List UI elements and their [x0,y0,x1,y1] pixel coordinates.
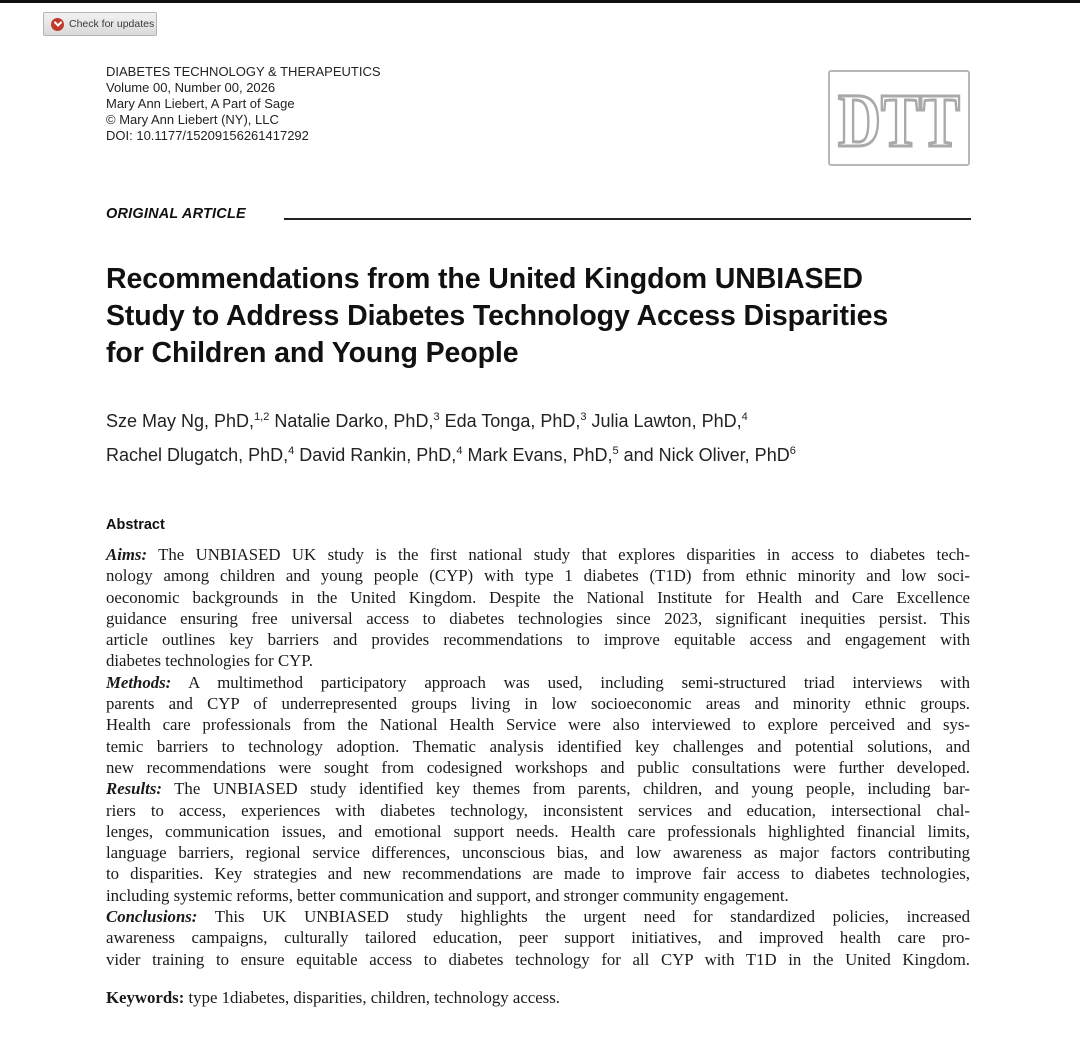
aims-label: Aims: [106,545,148,564]
article-title [106,261,976,372]
affiliation-marker: 4 [288,445,295,457]
affiliation-marker: 3 [580,411,587,423]
methods-label: Methods: [106,672,172,692]
results-label: Results: [106,779,162,799]
journal-copyright: © Mary Ann Liebert (NY), LLC [106,112,279,127]
abstract-line: riers to access, experiences with diabetes technology, inconsistent services and education, intersectional chal- [106,800,970,820]
abstract-heading: Abstract [106,517,165,533]
keywords [106,988,560,1008]
abstract-line: Aims: The UNBIASED UK study is the first national study that explores disparities in access to diabetes tech- [106,545,970,564]
title-line: Study to Address Diabetes Technology Access Disparities [106,300,889,332]
journal-name: DIABETES TECHNOLOGY & THERAPEUTICS [106,64,381,79]
abstract-line: parents and CYP of underrepresented groups living in low socioeconomic areas and minority ethnic groups. [106,694,970,714]
author: David Rankin, PhD,$^4$ [299,445,463,465]
journal-logo [828,70,970,166]
title-line: for Children and Young People [106,337,519,369]
author: and Nick Oliver, PhD$^6$ [623,445,796,465]
abstract-line: including systemic reforms, better communication and support, and stronger community engagement. [106,885,789,905]
title-line: Recommendations from the United Kingdom UNBIASED [106,263,863,295]
check-updates-icon [51,18,64,31]
abstract-line: guidance ensuring free universal access to diabetes technologies since 2023, significant inequities persist. This [106,608,970,628]
author: Mark Evans, PhD,$^5$ [467,445,619,465]
abstract-line: Results: The UNBIASED study identified key themes from parents, children, and young people, including bar- [106,779,970,799]
affiliation-marker: 5 [612,445,619,457]
check-for-updates-label: Check for updates [69,18,155,30]
abstract-line: vider training to ensure equitable access to diabetes technology for all CYP with T1D in the United Kingdom. [106,949,970,969]
section-divider [284,218,971,220]
abstract-line: awareness campaigns, culturally tailored education, peer support initiatives, and improved health care pro- [106,928,970,948]
article-type-label: ORIGINAL ARTICLE [106,206,246,222]
abstract-line: Health care professionals from the National Health Service were also interviewed to explore perceived and sys- [106,715,970,735]
keywords-label: Keywords: [106,988,185,1007]
affiliation-marker: 3 [433,411,440,423]
author: Eda Tonga, PhD,$^3$ [444,411,587,431]
abstract-line: oeconomic backgrounds in the United Kingdom. Despite the National Institute for Health and Care Excellence [106,587,970,607]
abstract-line: Methods: A multimethod participatory approach was used, including semi-structured triad interviews with [106,672,970,692]
author: Natalie Darko, PhD,$^3$ [274,411,440,431]
journal-volume: Volume 00, Number 00, 2026 [106,80,276,95]
abstract-body [106,544,970,970]
journal-info [106,64,381,144]
abstract-line: lenges, communication issues, and emotional support needs. Health care professionals highlighted financial limits, [106,821,970,841]
abstract-line: to disparities. Key strategies and new recommendations are made to improve fair access to diabetes technologies, [106,864,970,884]
author-list [106,404,976,472]
abstract-line: temic barriers to technology adoption. Thematic analysis identified key challenges and potential solutions, and [106,736,970,756]
top-rule [0,0,1080,3]
author: Julia Lawton, PhD,$^4$ [591,411,748,431]
keywords-text: type 1diabetes, disparities, children, technology access. [188,988,560,1007]
affiliation-marker: 4 [741,411,748,423]
affiliation-marker: 4 [456,445,463,457]
journal-publisher: Mary Ann Liebert, A Part of Sage [106,96,295,111]
author: Sze May Ng, PhD,$^{1,2}$ [106,411,270,431]
dtt-logo-graphic [834,76,964,163]
author-line [106,438,976,472]
abstract-line: new recommendations were sought from codesigned workshops and public consultations were further developed. [106,757,970,777]
affiliation-marker: 1,2 [254,411,270,423]
affiliation-marker: 6 [789,445,796,457]
author: Rachel Dlugatch, PhD,$^4$ [106,445,295,465]
journal-doi[interactable]: DOI: 10.1177/15209156261417292 [106,128,309,143]
check-for-updates-button[interactable] [43,12,157,36]
abstract-line: nology among children and young people (CYP) with type 1 diabetes (T1D) from ethnic minority and low soci- [106,566,970,586]
abstract-line: Conclusions: This UK UNBIASED study highlights the urgent need for standardized policies, increased [106,907,970,927]
conclusions-label: Conclusions: [106,907,198,927]
author-line [106,404,976,438]
logo-text: DTT [838,79,960,163]
abstract-line: language barriers, regional service differences, unconscious bias, and low awareness as major factors contributing [106,843,970,863]
abstract-line: diabetes technologies for CYP. [106,651,313,671]
abstract-line: article outlines key barriers and provides recommendations to improve equitable access and engagement with [106,630,970,650]
